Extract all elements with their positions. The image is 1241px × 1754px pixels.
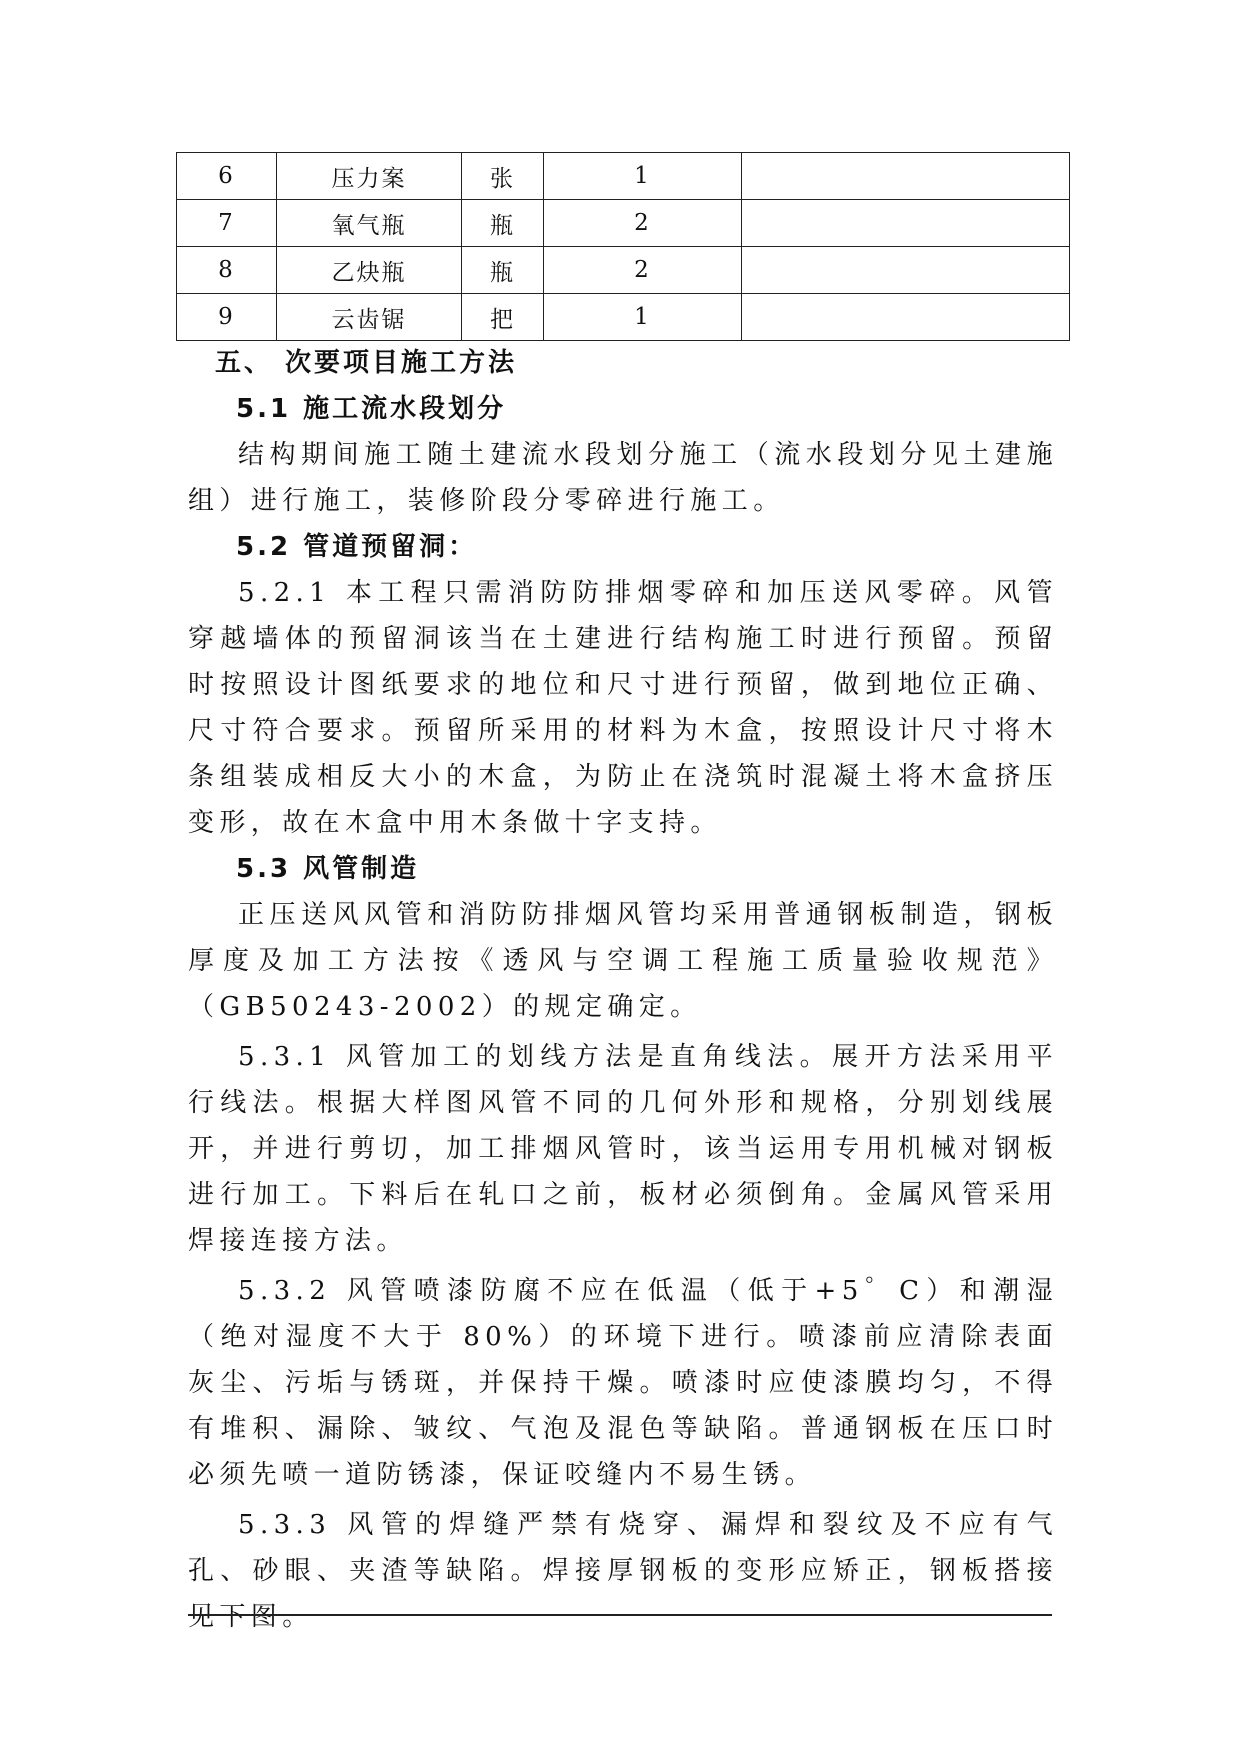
equipment-unit: 把 [462, 294, 544, 341]
equipment-name: 氧气瓶 [277, 200, 462, 247]
equipment-note [742, 247, 1070, 294]
subsection-heading: 5.2 管道预留洞： [236, 532, 478, 562]
table-row [177, 247, 1070, 294]
equipment-unit: 张 [462, 153, 544, 200]
equipment-name: 压力案 [277, 153, 462, 200]
table-row [177, 200, 1070, 247]
table-row [177, 294, 1070, 341]
row-number: 6 [177, 153, 277, 200]
document-body [188, 340, 1058, 1640]
paragraph: 5.2.1 本工程只需消防防排烟零碎和加压送风零碎。风管穿越墙体的预留洞该当在土建进行结构施工时进行预留。预留时按照设计图纸要求的地位和尺寸进行预留，做到地位正确、尺寸符合要求。预留所采用的材料为木盒，按照设计尺寸将木条组装成相反大小的木盒，为防止在浇筑时混凝土将木盒挤压变形，故在木盒中用木条做十字支持。 [188, 578, 1058, 838]
equipment-unit: 瓶 [462, 247, 544, 294]
table-row [177, 153, 1070, 200]
row-number: 9 [177, 294, 277, 341]
equipment-unit: 瓶 [462, 200, 544, 247]
paragraph: 5.3.1 风管加工的划线方法是直角线法。展开方法采用平行线法。根据大样图风管不同的几何外形和规格，分别划线展开，并进行剪切，加工排烟风管时，该当运用专用机械对钢板进行加工。下料后在轧口之前，板材必须倒角。金属风管采用焊接连接方法。 [188, 1042, 1058, 1256]
equipment-note [742, 200, 1070, 247]
equipment-note [742, 153, 1070, 200]
section-heading: 五、 次要项目施工方法 [215, 348, 518, 378]
paragraph: 5.3.3 风管的焊缝严禁有烧穿、漏焊和裂纹及不应有气孔、砂眼、夹渣等缺陷。焊接厚钢板的变形应矫正，钢板搭接见下图。 [188, 1510, 1058, 1632]
paragraph: 结构期间施工随土建流水段划分施工（流水段划分见土建施组）进行施工，装修阶段分零碎进行施工。 [188, 440, 1058, 516]
subsection-heading: 5.1 施工流水段划分 [236, 394, 507, 424]
equipment-name: 乙炔瓶 [277, 247, 462, 294]
paragraph: 正压送风风管和消防防排烟风管均采用普通钢板制造，钢板厚度及加工方法按《透风与空调工程施工质量验收规范》（GB50243-2002）的规定确定。 [188, 900, 1058, 1022]
row-number: 8 [177, 247, 277, 294]
equipment-quantity: 1 [544, 294, 742, 341]
equipment-quantity: 2 [544, 247, 742, 294]
equipment-note [742, 294, 1070, 341]
equipment-quantity: 1 [544, 153, 742, 200]
paragraph: 5.3.2 风管喷漆防腐不应在低温（低于+5゜C）和潮湿（绝对湿度不大于 80%）的环境下进行。喷漆前应清除表面灰尘、污垢与锈斑，并保持干燥。喷漆时应使漆膜均匀，不得有堆积、漏除、皱纹、气泡及混色等缺陷。普通钢板在压口时必须先喷一道防锈漆，保证咬缝内不易生锈。 [188, 1276, 1058, 1490]
footer-divider [188, 1614, 1052, 1616]
equipment-table [176, 152, 1070, 341]
subsection-heading: 5.3 风管制造 [236, 854, 420, 884]
row-number: 7 [177, 200, 277, 247]
equipment-quantity: 2 [544, 200, 742, 247]
equipment-name: 云齿锯 [277, 294, 462, 341]
